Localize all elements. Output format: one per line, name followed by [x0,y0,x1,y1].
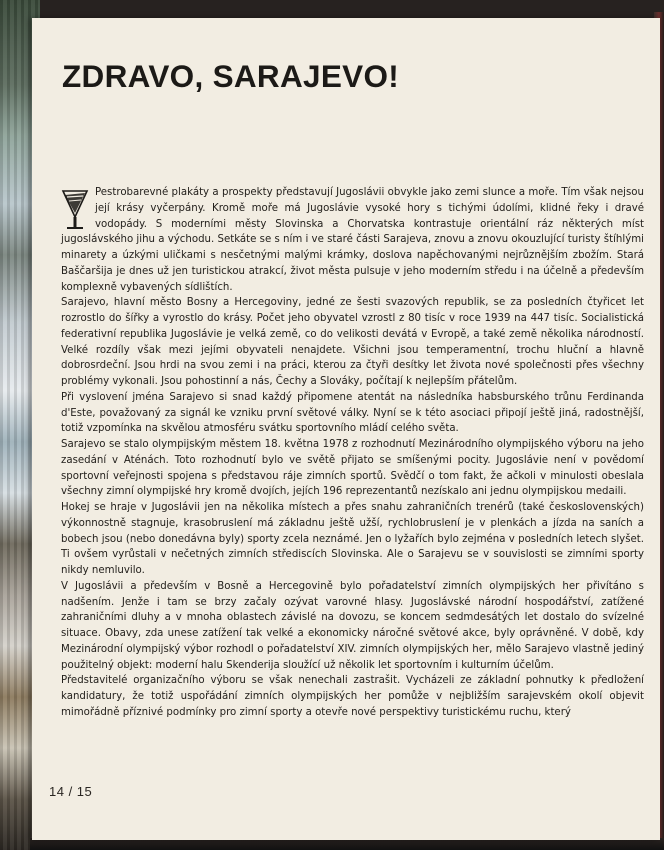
paragraph-7: Představitelé organizačního výboru se však nenechali zastrašit. Vycházeli ze základní pohnutky k předložení kandidatury, že totiž uspořádání zimních olympijských her pomůže v nejbližším sarajevském okolí objevit mimořádně příznivé podmínky pro zimní sporty a otevře nové perspektivy turistickému ruchu, který [61,675,644,718]
paragraph-1 [61,185,644,295]
paragraph-1-text: Pestrobarevné plakáty a prospekty představují Jugoslávii obvykle jako zemi slunce a moře. Tím však nejsou její krásy vyčerpány. Kromě moře má Jugoslávie vysoké hory s tichými údolími, klidné řeky i dravé vodopády. S moderními městy Slovinska a Chorvatska kontrastuje orientální ráz některých míst jugoslávského jihu a východu. Setkáte se s ním i ve staré části Sarajeva, znovu a znovu okouzlující turisty štíhlými minarety a úzkými uličkami s nesčetnými malými krámky, doslova napěchovanými nejrůznějším zbožím. Stará Baščaršija je dnes už jen turistickou atrakcí, život města pulsuje v jeho moderním středu i na účelně a především komplexně vybavených sídlištích. [61,187,644,293]
olympic-emblem-icon [61,187,89,231]
paragraph-2: Sarajevo, hlavní město Bosny a Hercegoviny, jedné ze šesti svazových republik, se za posledních čtyřicet let rozrostlo do šířky a vyrostlo do krásy. Počet jeho obyvatel vzrostl z 80 tisíc v roce 1939 na 447 tisíc. Socialistická federativní republika Jugoslávie je velká země, co do velikosti devátá v Evropě, a také země několika národností. Velké rozdíly však mezi jejími obyvateli nenajdete. Všichni jsou temperamentní, trochu hluční a hlavně dobrosrdeční. Jsou hrdi na svou zemi i na práci, kterou za čtyři desítky let života nové společnosti přes všechny problémy vykonali. Jsou pohostinní a nás, Čechy a Slováky, počítají k nejlepším přátelům. [61,297,644,387]
paragraph-5: Hokej se hraje v Jugoslávii jen na několika místech a přes snahu zahraničních trenérů (také československých) výkonnostně stagnuje, krasobruslení má základnu ještě užší, rychlobruslení je v plenkách a jízda na saních a bobech jsou (nebo donedávna byly) sporty zcela neznámé. Jen o lyžařích bylo zejména v posledních letech slyšet. Ti ovšem vyrůstali v nečetných zimních střediscích Slovinska. Ale o Sarajevu se v souvislosti se zimními sporty nikdy nemluvilo. [61,502,644,576]
paragraph-4: Sarajevo se stalo olympijským městem 18. května 1978 z rozhodnutí Mezinárodního olympijského výboru na jeho zasedání v Aténách. Toto rozhodnutí bylo ve světě přijato se smíšenými pocity. Jugoslávie není v povědomí sportovní veřejnosti spojena s představou ráje zimních sportů. Svědčí o tom fakt, že ačkoli v minulosti obeslala všechny zimní olympijské hry kromě dvojích, jejích 196 reprezentantů nezískalo ani jednu olympijskou medaili. [61,439,644,498]
book-page [32,18,660,840]
paragraph-3: Při vyslovení jména Sarajevo si snad každý připomene atentát na následníka habsburského trůnu Ferdinanda d'Este, považovaný za signál ke vzniku první světové války. Nyní se k této asociaci připojí ještě jiná, radostnější, totiž vzpomínka na skvělou atmosféru svátku sportovního mládí celého světa. [61,391,644,435]
page-number: 14 / 15 [49,784,93,799]
article-body [61,185,644,721]
paragraph-6: V Jugoslávii a především v Bosně a Hercegovině bylo pořadatelství zimních olympijských her přivítáno s nadšením. Jenže i tam se brzy začaly ozývat varovné hlasy. Jugoslávské národní hospodářství, zatížené zahraničními dluhy a v mnoha oblastech závislé na dovozu, se koncem sedmdesátých let dostalo do svízelné situace. Obavy, zda unese zatížení tak velké a ekonomicky náročné světové akce, byly oprávněné. V době, kdy Mezinárodní olympijský výbor rozhodl o pořadatelství XIV. zimních olympijských her, mělo Sarajevo vlastně jediný použitelný objekt: moderní halu Skenderija sloužící už několik let sportovním i kulturním účelům. [61,580,644,671]
page-title: ZDRAVO, SARAJEVO! [62,58,400,94]
